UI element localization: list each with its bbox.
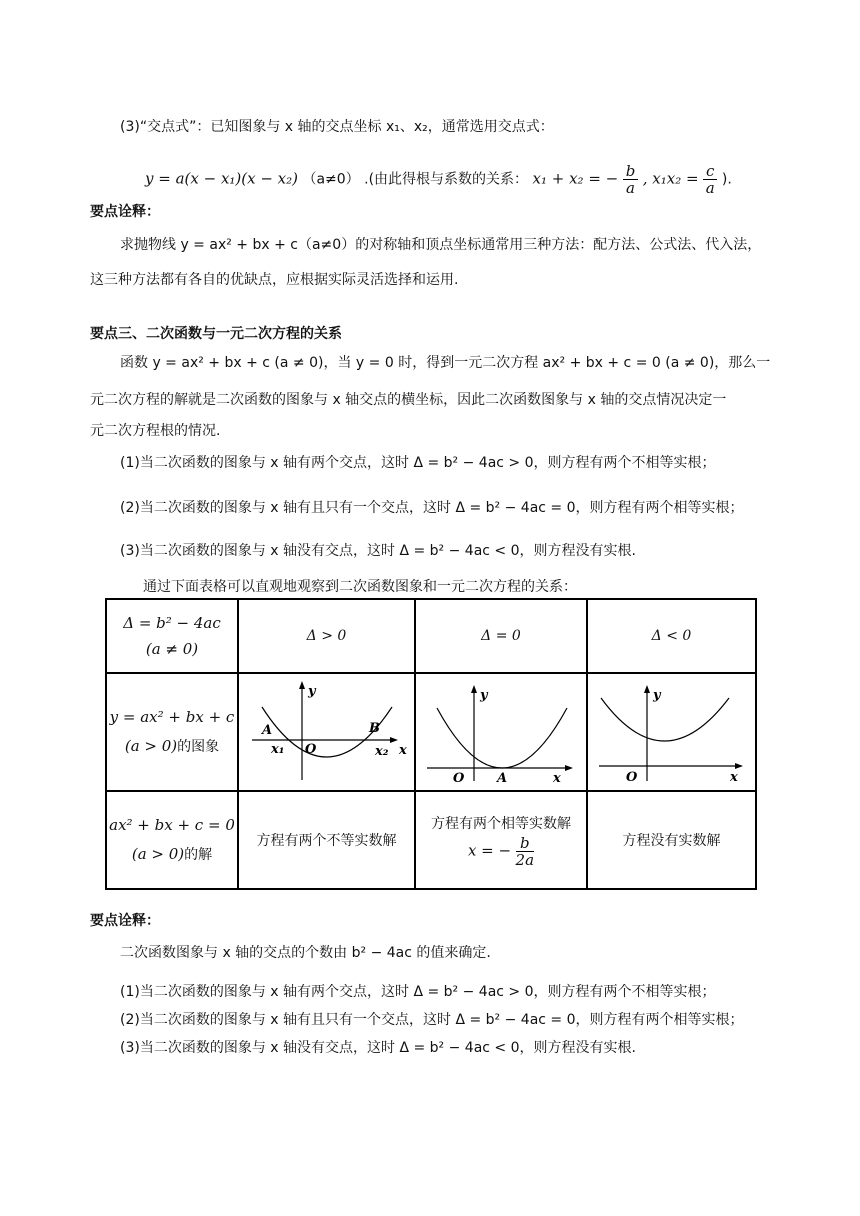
table-intro: 通过下面表格可以直观地观察到二次函数图象和一元二次方程的关系： <box>143 579 577 595</box>
solution-lhs: x = − <box>467 841 512 859</box>
parabola-one-root <box>417 675 585 785</box>
x-axis-arrow <box>735 763 743 769</box>
solution-denominator: 2a <box>515 850 535 869</box>
solution-two-roots: 方程有两个不等实数解 <box>238 791 415 889</box>
x-axis-arrow <box>390 737 398 743</box>
section3-para-line1: 函数 y = ax² + bx + c (a ≠ 0)，当 y = 0 时，得到一元二次方程 ax² + bx + c = 0 (a ≠ 0)，那么一 <box>120 355 771 371</box>
x-label: x <box>398 743 407 758</box>
note1-title: 要点诠释： <box>90 204 160 220</box>
intercept-note-prefix: .(由此得根与系数的关系： <box>364 171 529 188</box>
x2-label: x₂ <box>374 744 388 759</box>
table-solution-row <box>106 791 756 889</box>
y-axis-arrow <box>644 685 650 693</box>
header-discriminant-cell <box>106 599 238 673</box>
product-denominator: a <box>705 179 715 197</box>
header-zero: Δ = 0 <box>415 599 587 673</box>
header-cond: (a ≠ 0) <box>145 640 199 658</box>
note2-title: 要点诠释： <box>90 913 160 929</box>
note2-case3: (3)当二次函数的图象与 x 轴没有交点，这时 Δ = b² − 4ac < 0，则方程没有实根. <box>120 1040 636 1056</box>
solution-no-root: 方程没有实数解 <box>587 791 756 889</box>
graph-one-root-cell <box>415 673 587 791</box>
graph-row-cond-line <box>107 736 237 756</box>
y-label: y <box>307 684 316 699</box>
intercept-formula: y = a(x − x₁)(x − x₂) <box>145 169 299 188</box>
origin-label: O <box>304 742 316 757</box>
section3-para-line3: 元二次方程根的情况. <box>90 423 221 439</box>
section3-para-line2: 元二次方程的解就是二次函数的图象与 x 轴交点的横坐标，因此二次函数图象与 x 轴的交点情况决定一 <box>90 392 727 408</box>
y-axis-arrow <box>299 681 305 689</box>
intercept-note-suffix: ). <box>721 171 732 188</box>
solution-one-root-text: 方程有两个相等实数解 <box>431 815 571 832</box>
sum-relation: x₁ + x₂ = − <box>532 169 619 188</box>
origin-label: O <box>626 770 638 785</box>
solution-row-cond-line <box>107 844 237 864</box>
origin-label: O <box>453 771 465 785</box>
table-header-row <box>106 599 756 673</box>
header-positive: Δ > 0 <box>238 599 415 673</box>
graph-row-label <box>106 673 238 791</box>
note2-intro: 二次函数图象与 x 轴的交点的个数由 b² − 4ac 的值来确定. <box>120 945 491 961</box>
solution-numerator: b <box>516 835 535 852</box>
point-a-label: A <box>497 771 508 785</box>
product-relation: , x₁x₂ = <box>642 169 699 188</box>
parabola-curve <box>601 698 729 741</box>
note1-line2: 这三种方法都有各自的优缺点，应根据实际灵活选择和运用. <box>90 272 459 288</box>
solution-fraction <box>516 835 535 868</box>
note2-case2: (2)当二次函数的图象与 x 轴有且只有一个交点，这时 Δ = b² − 4ac = 0，则方程有两个相等实根； <box>120 1012 744 1028</box>
note1-line1: 求抛物线 y = ax² + bx + c（a≠0）的对称轴和顶点坐标通常用三种方法：配方法、公式法、代入法， <box>120 237 762 253</box>
discriminant-table <box>105 598 757 890</box>
graph-no-root-cell <box>587 673 756 791</box>
x-label: x <box>553 771 561 785</box>
product-fraction <box>703 163 717 196</box>
solution-one-root-formula <box>416 835 586 868</box>
intercept-condition: （a≠0） <box>302 171 360 188</box>
sum-numerator: b <box>623 163 639 180</box>
intercept-form-heading: (3)“交点式”：已知图象与 x 轴的交点坐标 x₁、x₂，通常选用交点式： <box>120 119 554 135</box>
solution-row-expr: ax² + bx + c = 0 <box>109 816 235 834</box>
parabola-curve <box>437 708 567 768</box>
table-graph-row <box>106 673 756 791</box>
graph-row-cond: (a > 0) <box>124 737 178 755</box>
x1-label: x₁ <box>270 742 284 757</box>
solution-row-cond: (a > 0) <box>131 845 185 863</box>
section3-case1: (1)当二次函数的图象与 x 轴有两个交点，这时 Δ = b² − 4ac > 0，则方程有两个不相等实根； <box>120 455 716 471</box>
point-a-label: A <box>261 723 272 738</box>
intercept-form-line <box>145 163 732 196</box>
y-label: y <box>480 688 488 703</box>
point-b-label: B <box>368 721 380 736</box>
sum-denominator: a <box>626 179 635 197</box>
product-numerator: c <box>703 163 717 180</box>
solution-row-suffix: 的解 <box>184 847 213 863</box>
header-expr: Δ = b² − 4ac <box>123 614 221 632</box>
y-label: y <box>653 688 661 703</box>
solution-one-root-cell <box>415 791 587 889</box>
note2-case1: (1)当二次函数的图象与 x 轴有两个交点，这时 Δ = b² − 4ac > 0，则方程有两个不相等实根； <box>120 984 716 1000</box>
graph-two-roots-cell <box>238 673 415 791</box>
header-negative: Δ < 0 <box>587 599 756 673</box>
parabola-two-roots <box>242 675 412 785</box>
parabola-no-root <box>589 675 754 785</box>
graph-row-suffix: 的图象 <box>177 739 220 755</box>
section3-title: 要点三、二次函数与一元二次方程的关系 <box>90 326 342 342</box>
sum-fraction <box>623 163 639 196</box>
x-label: x <box>730 770 738 785</box>
y-axis-arrow <box>471 685 477 693</box>
section3-case3: (3)当二次函数的图象与 x 轴没有交点，这时 Δ = b² − 4ac < 0，则方程没有实根. <box>120 543 636 559</box>
graph-row-expr: y = ax² + bx + c <box>109 708 235 726</box>
solution-row-label <box>106 791 238 889</box>
section3-case2: (2)当二次函数的图象与 x 轴有且只有一个交点，这时 Δ = b² − 4ac = 0，则方程有两个相等实根； <box>120 500 744 516</box>
x-axis-arrow <box>565 765 573 771</box>
